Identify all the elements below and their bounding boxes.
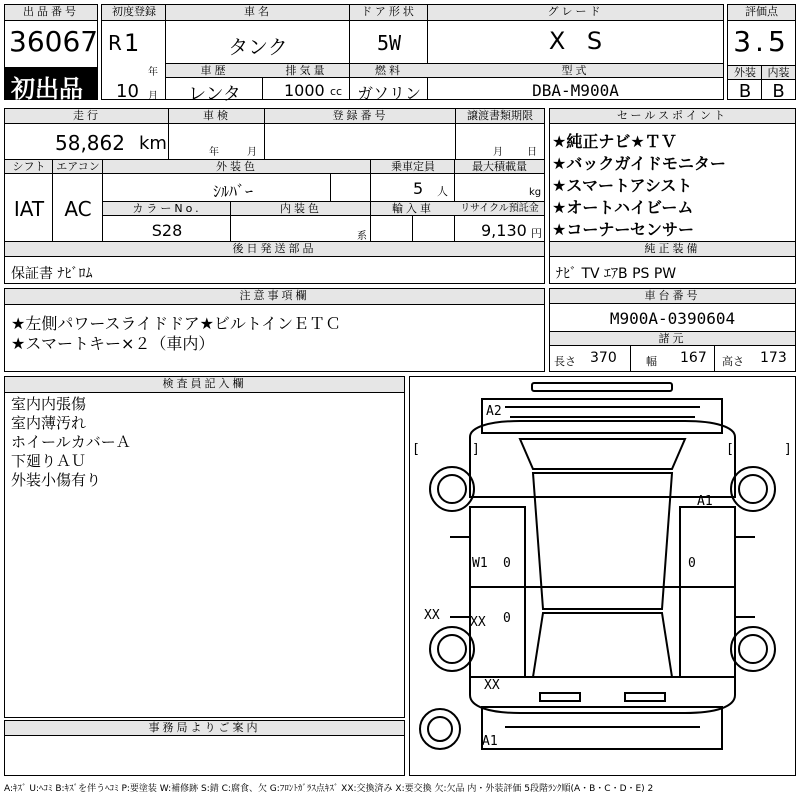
dims-header: 諸元 [550, 332, 795, 346]
era: R [108, 31, 122, 55]
mileage-header: 走行 [5, 109, 169, 124]
history-header: 車歴 [166, 64, 263, 78]
lot-number: 36067 [9, 25, 99, 58]
chassis-box [549, 288, 796, 372]
office-box [4, 720, 405, 776]
sales-points-header: セールスポイント [550, 109, 795, 124]
mark-zero: 0 [688, 556, 696, 571]
shift: IAT [13, 197, 45, 221]
mileage-unit: km [139, 133, 167, 154]
mileage: 58,862 [55, 131, 125, 155]
grade: X S [548, 27, 603, 55]
legend: A:ｷｽﾞ U:ﾍｺﾐ B:ｷｽﾞを伴うﾍｺﾐ P:要塗装 W:補修跡 S:錆 C:腐食、欠 G:ﾌﾛﾝﾄｶﾞﾗｽ点ｷｽﾞ XX:交換済み X:要交換 欠:欠品 内・外装評価 5段階ﾗﾝｸ順(A・B・C・D・E) 2 [4, 784, 654, 794]
color-number: S28 [151, 221, 183, 240]
recycle-fee: 9,130 [481, 221, 527, 240]
capacity-header: 乗車定員 [371, 160, 455, 174]
car-diagram-box [409, 376, 796, 776]
main-info-box [101, 4, 724, 105]
exterior-color: ｼﾙﾊﾞｰ [212, 182, 253, 201]
displacement-unit: cc [330, 85, 343, 98]
door-type: 5W [376, 31, 402, 55]
chassis-number: M900A-0390604 [609, 309, 736, 328]
mark-zero: 0 [503, 611, 511, 626]
interior-score: B [772, 81, 785, 102]
fuel: ガソリン [356, 84, 421, 103]
carname-header: 車名 [166, 5, 350, 21]
shift-header: シフト [5, 160, 53, 174]
colorno-header: カラーNo. [103, 202, 231, 216]
bracket-open: [ [726, 442, 734, 457]
mark-zero: 0 [503, 556, 511, 571]
car-name: タンク [228, 35, 288, 59]
door-header: ドア形状 [350, 5, 428, 21]
notes-header: 注意事項欄 [5, 289, 544, 305]
chassis-header: 車台番号 [550, 289, 795, 304]
reg-year: 1 [124, 29, 140, 57]
lot-number-header: 出品番号 [5, 5, 97, 21]
inspector-line: 室内内張傷 [11, 395, 87, 413]
air-conditioner: AC [64, 197, 92, 221]
office-header: 事務局よりご案内 [5, 721, 404, 736]
regno-header: 登録番号 [265, 109, 456, 124]
docs-month-unit: 月 [493, 147, 503, 158]
grade-header: グレード [428, 5, 723, 21]
inspection-year-unit: 年 [209, 147, 219, 158]
fuel-header: 燃料 [350, 64, 428, 78]
later-parts: 保証書 ﾅﾋﾞﾛﾑ [11, 266, 93, 282]
score-box [727, 4, 796, 100]
bracket-close: ] [472, 442, 480, 457]
mark-a2: A2 [486, 404, 502, 419]
note-line: ★左側パワースライドドア★ビルトインＥＴＣ [11, 314, 342, 333]
car-diagram [410, 377, 795, 775]
intcolor-header: 内装色 [231, 202, 371, 216]
lot-number-box [4, 4, 99, 103]
notes-box [4, 288, 545, 372]
height: 173 [760, 350, 787, 366]
bracket-close: ] [784, 442, 792, 457]
inspector-line: 下廻りＡＵ [11, 452, 87, 470]
displacement-header: 排気量 [263, 64, 350, 78]
inspector-line: 外装小傷有り [11, 471, 102, 489]
inspection-header: 車検 [169, 109, 265, 124]
first-listing-label: 初出品 [11, 75, 83, 103]
score: 3.5 [733, 25, 790, 58]
mark-xx-low: XX [484, 678, 500, 693]
docs-header: 譲渡書類期限 [456, 109, 544, 124]
equipment: ﾅﾋﾞ TV ｴｱB PS PW [556, 266, 677, 282]
load-unit: kg [529, 187, 542, 198]
sales-points-box [549, 108, 796, 284]
equipment-header: 純正装備 [550, 242, 795, 257]
docs-day-unit: 日 [527, 147, 537, 158]
vehicle-details-box [4, 108, 545, 284]
exterior-header: 外装 [728, 66, 762, 80]
color-header: 外装色 [103, 160, 371, 174]
load-header: 最大積載量 [455, 160, 544, 174]
inspector-header: 検査員記入欄 [5, 377, 404, 393]
interior-header: 内装 [762, 66, 795, 80]
sales-point: ★スマートアシスト [552, 176, 693, 195]
capacity: 5 [413, 179, 424, 198]
sales-point: ★オートハイビーム [552, 198, 694, 217]
capacity-unit: 人 [437, 185, 448, 198]
width: 167 [680, 350, 707, 366]
recycle-unit: 円 [531, 227, 542, 240]
sales-point: ★純正ナビ★ＴＶ [552, 132, 677, 151]
mark-w1: W1 [472, 556, 488, 571]
model-code: DBA-M900A [532, 81, 619, 100]
inspector-box [4, 376, 405, 718]
width-label: 幅 [646, 355, 657, 368]
sales-point: ★バックガイドモニター [552, 154, 726, 173]
mark-xx-left: XX [424, 608, 440, 623]
height-label: 高さ [722, 355, 744, 368]
car-history: レンタ [188, 84, 241, 105]
sales-point: ★コーナーセンサー [552, 220, 695, 239]
bracket-open: [ [412, 442, 420, 457]
note-line: ★スマートキー×２（車内） [11, 334, 215, 353]
reg-header: 初度登録 [102, 5, 166, 21]
length: 370 [590, 350, 617, 366]
length-label: 長さ [554, 355, 576, 368]
intcolor-unit: 系 [357, 231, 367, 242]
model-header: 型式 [428, 64, 723, 78]
exterior-score: B [738, 81, 752, 102]
displacement: 1000 [284, 81, 325, 100]
later-parts-header: 後日発送部品 [5, 242, 544, 257]
inspector-line: ホイールカバーＡ [11, 433, 131, 451]
inspection-month-unit: 月 [247, 147, 257, 158]
reg-year-unit: 年 [148, 67, 158, 78]
reg-month: 10 [116, 81, 139, 102]
score-header: 評価点 [728, 5, 795, 21]
mark-xx-mid: XX [470, 615, 486, 630]
mark-a1-right: A1 [697, 494, 713, 509]
mark-a1-bottom: A1 [482, 734, 498, 749]
reg-month-unit: 月 [148, 91, 158, 102]
import-header: 輸入車 [371, 202, 455, 216]
ac-header: エアコン [53, 160, 103, 174]
recycle-header: リサイクル預託金 [455, 202, 544, 216]
inspector-line: 室内薄汚れ [11, 414, 87, 432]
